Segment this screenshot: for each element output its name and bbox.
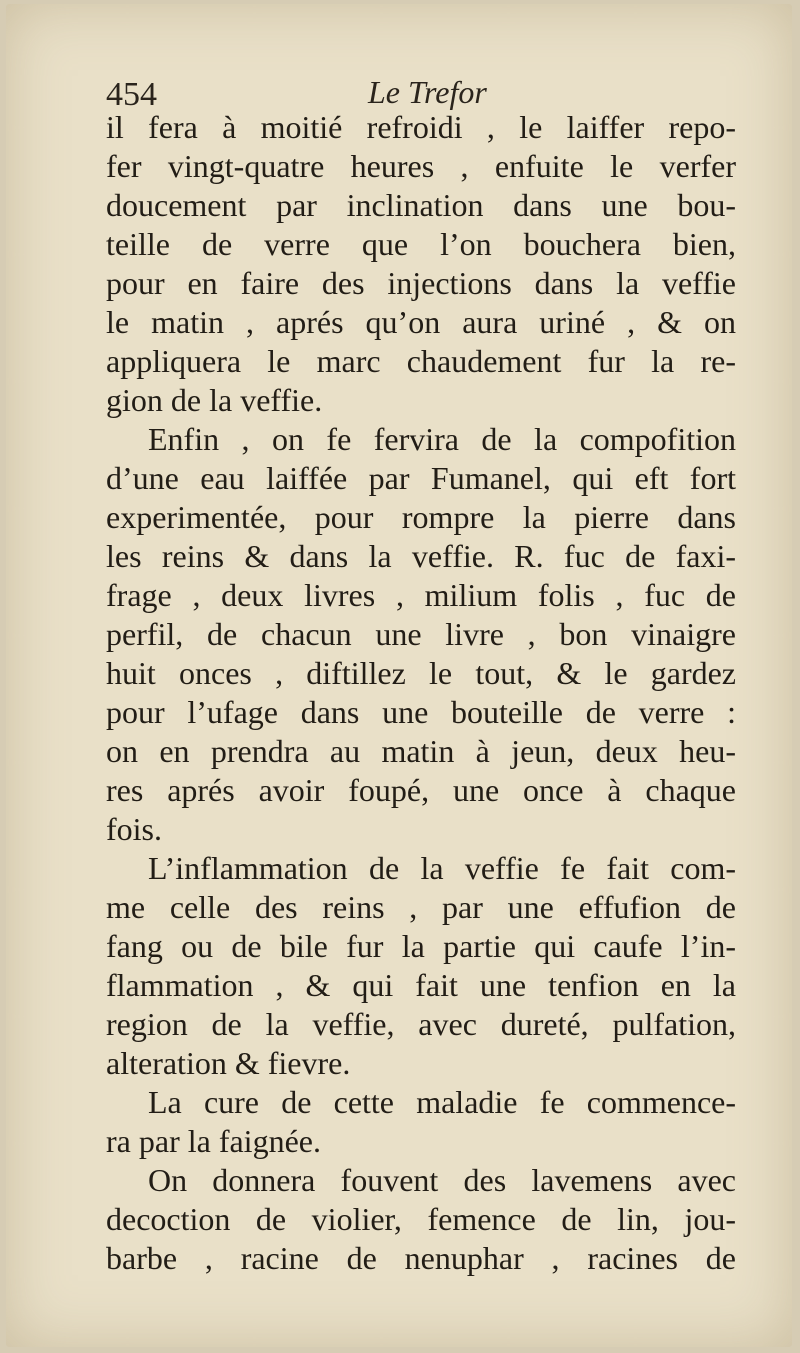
text-line: huit onces , diftillez le tout, & le gardez (106, 655, 736, 691)
text-line: res aprés avoir foupé, une once à chaque (106, 772, 736, 808)
text-line: Enfin , on fe fervira de la compofition (148, 421, 736, 457)
text-line: experimentée, pour rompre la pierre dans (106, 499, 736, 535)
text-line: barbe , racine de nenuphar , racines de (106, 1240, 736, 1276)
text-line: alteration & fievre. (106, 1045, 351, 1081)
text-line: L’inflammation de la veffie fe fait com- (148, 850, 736, 886)
text-line: appliquera le marc chaudement fur la re- (106, 343, 736, 379)
text-line: perfil, de chacun une livre , bon vinaigre (106, 616, 736, 652)
text-line: La cure de cette maladie fe commence- (148, 1084, 736, 1120)
body-text (106, 108, 736, 1278)
text-line: on en prendra au matin à jeun, deux heu- (106, 733, 736, 769)
text-line: On donnera fouvent des lavemens avec (148, 1162, 736, 1198)
text-line: region de la veffie, avec dureté, pulfation, (106, 1006, 736, 1042)
running-title: Le Trefor (368, 74, 487, 110)
text-line: il fera à moitié refroidi , le laiffer repo- (106, 109, 736, 145)
text-line: teille de verre que l’on bouchera bien, (106, 226, 736, 262)
text-line: fois. (106, 811, 162, 847)
text-line: decoction de violier, femence de lin, jou- (106, 1201, 736, 1237)
text-line: flammation , & qui fait une tenfion en la (106, 967, 736, 1003)
page-number: 454 (106, 76, 157, 113)
text-line: pour l’ufage dans une bouteille de verre : (106, 694, 736, 730)
text-line: le matin , aprés qu’on aura uriné , & on (106, 304, 736, 340)
text-line: frage , deux livres , milium folis , fuc de (106, 577, 736, 613)
text-line: les reins & dans la veffie. R. fuc de faxi- (106, 538, 736, 574)
text-line: me celle des reins , par une effufion de (106, 889, 736, 925)
text-line: gion de la veffie. (106, 382, 323, 418)
text-line: fang ou de bile fur la partie qui caufe l’in- (106, 928, 736, 964)
text-line: fer vingt-quatre heures , enfuite le verfer (106, 148, 736, 184)
text-line: pour en faire des injections dans la veffie (106, 265, 736, 301)
text-line: ra par la faignée. (106, 1123, 321, 1159)
text-line: doucement par inclination dans une bou- (106, 187, 736, 223)
text-line: d’une eau laiffée par Fumanel, qui eft fort (106, 460, 736, 496)
book-page (6, 4, 792, 1347)
